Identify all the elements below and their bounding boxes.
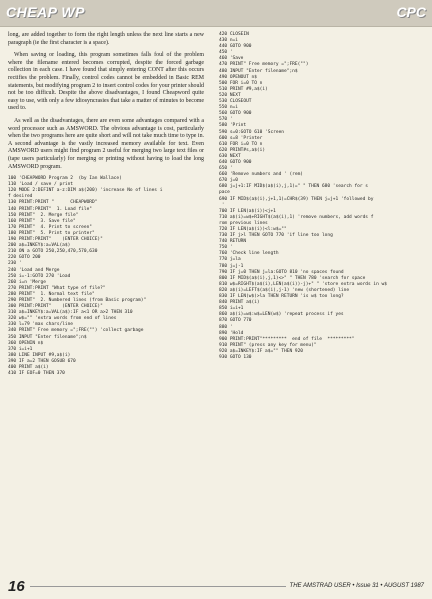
code-line: 890 'Hold: [219, 330, 244, 336]
code-line: 230 ': [8, 261, 22, 267]
code-line: 710 a$(i)=w$+RIGHT$(a$(i),1) 'remove numbers, add words f: [219, 214, 374, 220]
code-line: 810 w$=RIGHT$(a$(i),LEN(a$(i))-j)+" " 'store extra words in w$: [219, 281, 387, 287]
code-line: pace: [219, 190, 230, 196]
code-line: 460 'Save: [219, 56, 244, 62]
code-line: 300 PRINT:PRINT" (ENTER CHOICE)": [8, 304, 103, 310]
article-title: CHEAP WP: [6, 4, 85, 20]
prose-paragraph: When saving or loading, this program sometimes falls foul of the problem where the filename entered becomes corrupted, despite the forced garbage collection in each case. I have found that simply entering CONT after this occurs rectifies the problem. Finally, control codes cannot be embedded in Basic REM statements, but modifying program 2 to insert control codes for your printer should not be too difficult. Despite the above disadvantages, I found Cheapword quite easy to use, with only a few idiosyncrasies that take a matter of minutes to become used to.: [8, 52, 204, 112]
code-line: 830 IF LEN(w$)>la THEN RETURN 'is w$ too long?: [219, 294, 344, 300]
code-line: 800 IF MID$(a$(i),j,1)<>" " THEN 780 'search for space: [219, 275, 366, 281]
publication-info: THE AMSTRAD USER • Issue 31 • AUGUST 1987: [286, 583, 424, 589]
code-line: 320 w$="" 'extra words from end of lines: [8, 316, 117, 322]
code-line: 440 GOTO 900: [219, 44, 252, 50]
code-line: 260 i=n 'Merge: [8, 279, 46, 285]
code-line: 470 PRINT" Free memory =";FRE(""): [219, 62, 309, 68]
code-line: 660 'Remove numbers and ' (rem): [219, 172, 303, 178]
code-line: 930 GOTO 130: [219, 354, 252, 360]
code-line: 410 IF EOF=0 THEN 370: [8, 371, 65, 377]
code-line: 920 a$=INKEY$:IF a$="" THEN 920: [219, 348, 303, 354]
code-line: 420 CLOSEIN: [219, 32, 249, 37]
code-line: 530 CLOSEOUT: [219, 99, 252, 105]
code-line: 910 PRINT" (press any key for menu)": [219, 342, 317, 348]
code-line: 550 n=i: [219, 105, 238, 111]
code-line: 140 PRINT:PRINT" 1. Load file": [8, 206, 92, 212]
code-line: 360 OPENIN n$: [8, 340, 44, 346]
code-line: 560 GOTO 900: [219, 111, 252, 117]
page-footer: [0, 578, 432, 599]
code-line: 170 PRINT" 4. Print to screen": [8, 224, 92, 230]
code-line: 210 ON a GOTO 250,250,470,570,630: [8, 249, 98, 255]
code-line: 310 a$=INKEY$:a=VAL(a$):IF a<1 OR a>2 THEN 310: [8, 310, 133, 316]
code-line: 610 FOR i=0 TO n: [219, 141, 263, 147]
code-line: 840 PRINT a$(i): [219, 300, 260, 306]
code-line: 330 l=79 'max chars/line: [8, 322, 74, 328]
article-prose: [8, 32, 204, 171]
code-line: 390 IF a=2 THEN GOSUB 670: [8, 358, 76, 364]
code-line: 700 IF LEN(a$(i))<j+1: [219, 208, 276, 214]
code-line: 200 a$=INKEY$:a=VAL(a$): [8, 243, 71, 249]
code-line: 600 s=8 'Printer: [219, 135, 263, 141]
code-line: 620 PRINT#s,a$(i): [219, 147, 266, 153]
code-line: 520 NEXT: [219, 92, 241, 98]
code-line: 510 PRINT #9,a$(i): [219, 86, 268, 92]
platform-label: CPC: [396, 4, 426, 20]
code-line: 880 ': [219, 324, 233, 330]
code-line: 370 i=i+1: [8, 346, 33, 352]
code-line: 730 IF j>l THEN GOTO 770 'if line too long: [219, 233, 333, 239]
code-line: 270 PRINT:PRINT "What type of file?": [8, 285, 106, 291]
code-line: 180 PRINT" 5. Print to printer": [8, 230, 95, 236]
code-line: 430 n=i: [219, 38, 238, 44]
code-line: 670 j=0: [219, 178, 238, 184]
code-line: 400 PRINT a$(i): [8, 365, 49, 370]
code-line: f desired: [8, 194, 33, 200]
code-line: 850 i=i+1: [219, 306, 244, 312]
code-line: 820 a$(i)=LEFT$(a$(i),j-1) 'new (shortened) line: [219, 287, 350, 293]
code-line: 500 FOR i=0 TO n: [219, 80, 263, 86]
page-number: 16: [8, 578, 25, 595]
code-line: 120 MODE 2:DEFINT a-z:DIM a$(200) 'increase No of lines i: [8, 188, 163, 194]
code-line: 790 IF j=0 THEN j=la:GOTO 810 'no spaces found: [219, 269, 344, 275]
code-line: 380 LINE INPUT #9,a$(i): [8, 352, 71, 358]
code-line: 100 'CHEAPWORD Program 2 (by Ian Wallace): [8, 176, 122, 182]
code-line: 250 i=-1:GOTO 270 'Load: [8, 273, 71, 279]
code-line: 280 PRINT" 1. Normal text file": [8, 291, 95, 297]
prose-paragraph: As well as the disadvantages, there are even some advantages compared with a word processor such as AMSWORD. The obvious advantage is cost, particularly when the two programs here are quite short and will not take much time to type in. A second advantage is the vastly increased memory available for text. Even AMSWORD users might find program 2 useful for merging two large text files or (tape users particularly) for merging or printing without having to load the long AMSWORD program.: [8, 117, 204, 170]
code-line: 150 PRINT" 2. Merge file": [8, 212, 79, 218]
code-line: ': [219, 202, 225, 208]
code-line: 480 INPUT "Enter filename";n$: [219, 68, 298, 74]
code-line: 780 j=j-1: [219, 263, 244, 269]
code-line: 720 IF LEN(a$(i))<l:w$="": [219, 227, 287, 232]
code-line: 590 s=0:GOTO 610 'Screen: [219, 129, 285, 135]
code-line: 690 IF MID$(a$(i),j+1,1)=CHR$(39) THEN j=j+1 'followed by: [219, 196, 374, 202]
code-line: rom previous lines: [219, 220, 268, 226]
code-line: 110 'Load / save / print: [8, 182, 74, 188]
code-line: 870 GOTO 770: [219, 318, 252, 324]
code-line: 680 j=j+1:IF MID$(a$(i),j,1)=" " THEN 680 'search for s: [219, 184, 369, 190]
code-line: 240 'Load and Merge: [8, 267, 60, 273]
code-line: 130 PRINT:PRINT " CHEAPWORD": [8, 200, 98, 206]
code-listing-right: [219, 32, 424, 361]
prose-paragraph: long, are added together to form the right length unless the next line starts a new paragraph (ie the first character is a space).: [8, 32, 204, 46]
code-line: 350 INPUT "Enter filename";n$: [8, 334, 87, 340]
page-header: [0, 0, 432, 27]
code-line: 760 'Check line length: [219, 251, 279, 257]
code-line: 220 GOTO 200: [8, 255, 41, 261]
code-line: 750 ': [219, 245, 233, 251]
code-line: 860 a$(i)=w$:w$=LEN(w$) 'repeat process if yes: [219, 312, 344, 318]
code-line: 340 PRINT" Free memory =";FRE("") 'collect garbage: [8, 328, 144, 334]
code-line: 740 RETURN: [219, 239, 247, 245]
code-line: 640 GOTO 900: [219, 159, 252, 165]
left-column: [8, 32, 204, 377]
code-line: 900 PRINT:PRINT"********* end of file *********": [219, 336, 355, 342]
code-line: 630 NEXT: [219, 153, 241, 159]
right-column: [219, 32, 424, 361]
code-line: 650 ': [219, 166, 233, 172]
code-line: 770 j=la: [219, 257, 241, 263]
code-line: 450 ': [219, 50, 233, 56]
code-line: 190 PRINT:PRINT" (ENTER CHOICE)": [8, 237, 103, 243]
code-line: 580 'Print: [219, 123, 247, 129]
code-line: 570 ': [219, 117, 233, 123]
code-listing-left: [8, 176, 204, 377]
code-line: 160 PRINT" 3. Save file": [8, 218, 76, 224]
code-line: 490 OPENOUT n$: [219, 74, 257, 80]
code-line: 290 PRINT" 2. Numbered lines (from Basic program)": [8, 297, 147, 303]
